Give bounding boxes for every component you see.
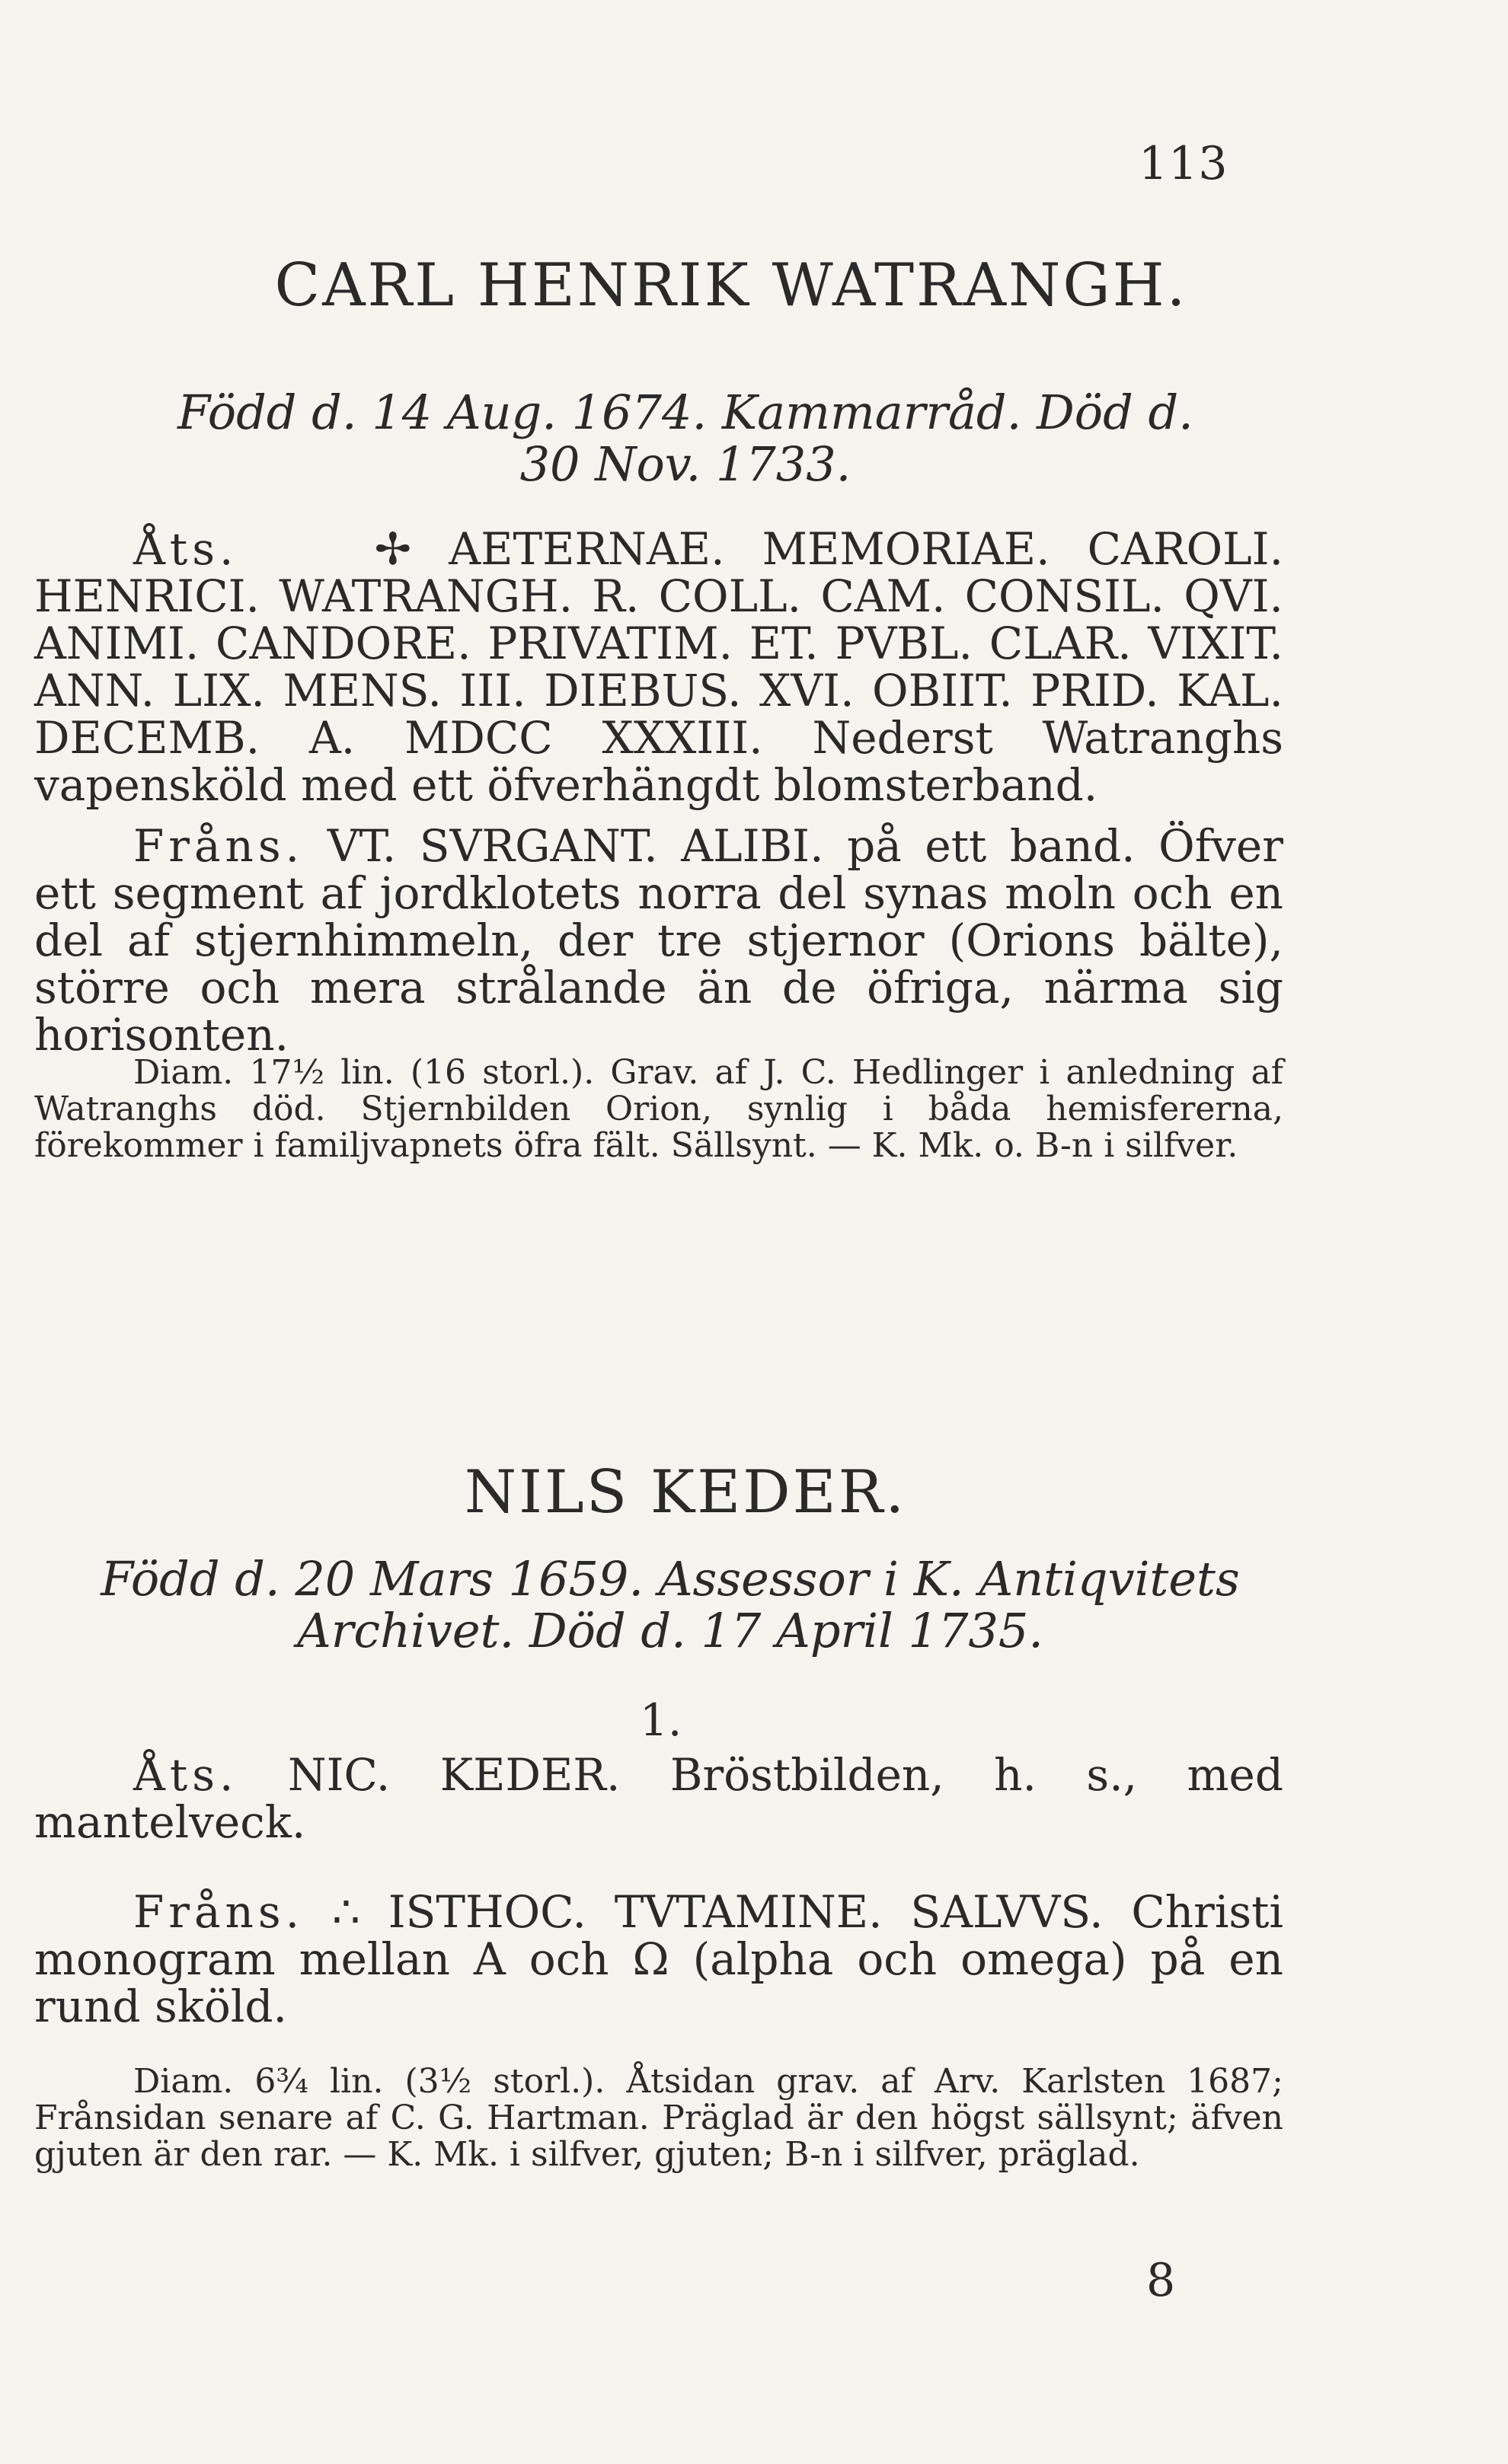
- medal-number: 1.: [640, 1694, 682, 1746]
- obverse-label: Åts.: [133, 1749, 238, 1801]
- obverse-text: AETERNAE. MEMORIAE. CAROLI. HENRICI. WATRANGH. R. COLL. CAM. CONSIL. QVI. ANIMI. CANDORE. PRIVATIM. ET. PVBL. CLAR. VIXIT. ANN. LIX. MENS. III. DIEBUS. XVI. OBIIT. PRID. KAL. DECEMB. A. MDCC XXXIII. Nederst Watranghs vapensköld med ett öfverhängdt blomsterband.: [34, 523, 1284, 811]
- page-number: 113: [1139, 137, 1228, 190]
- reverse-description-watrangh: [34, 820, 1283, 1061]
- reverse-label: Fråns.: [133, 820, 305, 872]
- reverse-label: Fråns.: [133, 1886, 305, 1938]
- obverse-label: Åts.: [133, 523, 238, 575]
- medal-note-watrangh: Diam. 17½ lin. (16 storl.). Grav. af J. C. Hedlinger i anledning af Watranghs död. Stjernbilden Orion, synlig i båda hemisfererna, förekommer i familjvapnets öfra fält. Sällsynt. — K. Mk. o. B-n i silfver.: [34, 1053, 1283, 1165]
- reverse-text: VT. SVRGANT. ALIBI. på ett band. Öfver ett segment af jordklotets norra del synas moln och en del af stjernhimmeln, der tre stjernor (Orions bälte), större och mera strålande än de öfriga, närma sig horisonten.: [34, 820, 1283, 1061]
- medal-note-keder: Diam. 6¾ lin. (3½ storl.). Åtsidan grav. af Arv. Karlsten 1687; Frånsidan senare af C. G. Hartman. Präglad är den högst sällsynt; äfven gjuten är den rar. — K. Mk. i silfver, gjuten; B-n i silfver, präglad.: [34, 2062, 1283, 2174]
- obverse-description-keder: [34, 1751, 1283, 1846]
- reverse-description-keder: [34, 1888, 1283, 2030]
- entry-title-keder: NILS KEDER.: [464, 1458, 907, 1527]
- obverse-text: NIC. KEDER. Bröstbilden, h. s., med mantelveck.: [34, 1749, 1283, 1848]
- cross-icon: ✢: [374, 523, 412, 575]
- entry-bio-watrangh: Född d. 14 Aug. 1674. Kammarråd. Död d. 30 Nov. 1733.: [177, 385, 1193, 492]
- obverse-description-watrangh: [34, 525, 1283, 809]
- entry-bio-keder: Född d. 20 Mars 1659. Assessor i K. Antiqvitets Archivet. Död d. 17 April 1735.: [101, 1551, 1240, 1658]
- signature-mark: 8: [1146, 2254, 1176, 2307]
- reverse-text: ∴ ISTHOC. TVTAMINE. SALVVS. Christi monogram mellan A och Ω (alpha och omega) på en rund sköld.: [34, 1886, 1284, 2032]
- entry-title-watrangh: CARL HENRIK WATRANGH.: [274, 251, 1188, 320]
